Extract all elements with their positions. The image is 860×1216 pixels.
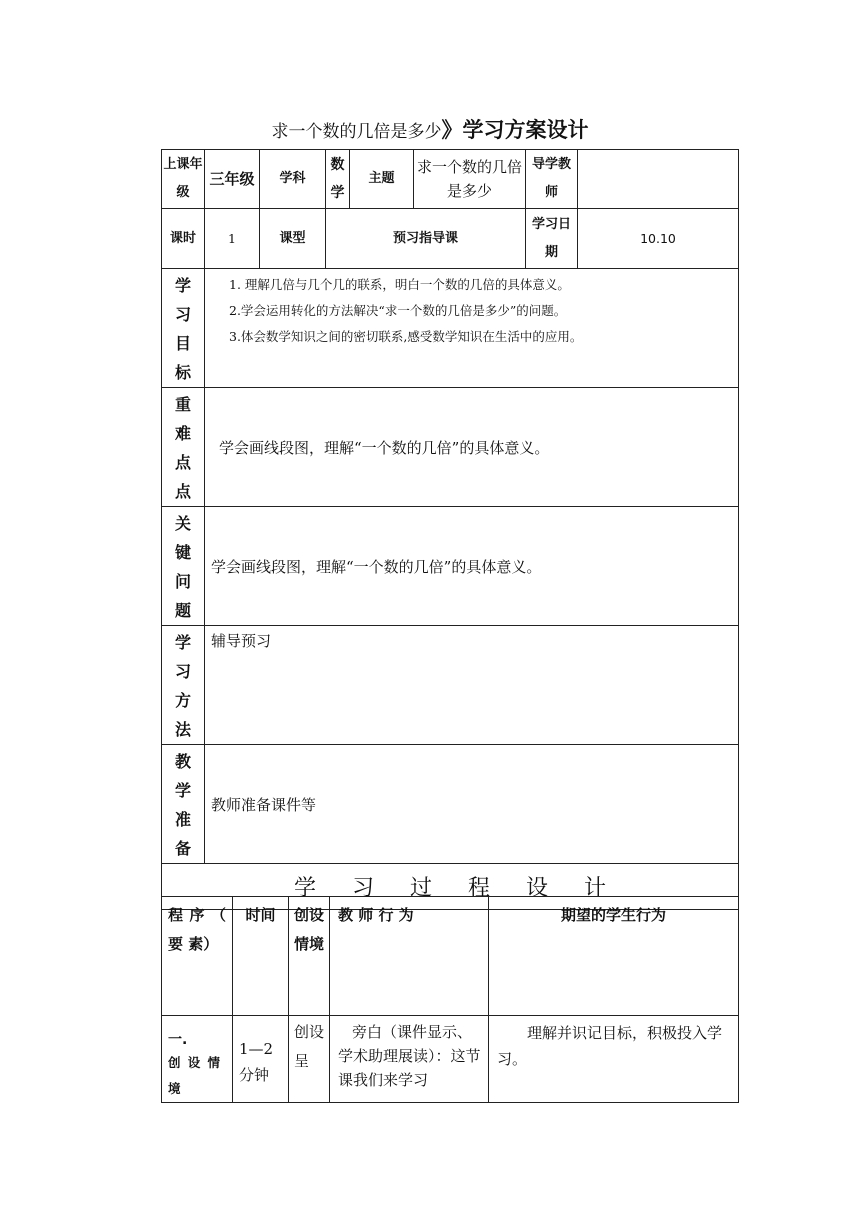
- date-label: 学习日期: [526, 209, 578, 269]
- key-questions-label: 关 键 问 题: [162, 507, 205, 626]
- subject-value: 数学: [326, 150, 350, 209]
- row1-student: 理解并识记目标，积极投入学习。: [489, 1016, 739, 1103]
- subject-label: 学科: [260, 150, 326, 209]
- process-heading: 学习过程设计: [162, 864, 739, 910]
- grade-label: 上课年级: [162, 150, 205, 209]
- preparation-label: 教 学 准 备: [162, 745, 205, 864]
- key-questions-text: 学会画线段图，理解“一个数的几倍”的具体意义。: [205, 507, 739, 626]
- title-suffix: 》学习方案设计: [441, 118, 589, 142]
- goal-item: 3.体会数学知识之间的密切联系,感受数学知识在生活中的应用。: [229, 329, 583, 344]
- goal-item: 1. 理解几倍与几个几的联系，明白一个数的几倍的具体意义。: [229, 277, 570, 292]
- teacher-value: [578, 150, 739, 209]
- teacher-label: 导学教师: [526, 150, 578, 209]
- row1-teacher: 旁白（课件显示、学术助理展读）：这节课我们来学习: [330, 1016, 489, 1103]
- goals-content: [205, 269, 739, 388]
- methods-text: 辅导预习: [205, 626, 739, 745]
- period-label: 课时: [162, 209, 205, 269]
- topic-value: 求一个数的几倍是多少: [414, 150, 526, 209]
- row1-time: 1—2分钟: [233, 1016, 289, 1103]
- type-value: 预习指导课: [326, 209, 526, 269]
- topic-label: 主题: [350, 150, 414, 209]
- grade-value: 三年级: [205, 150, 260, 209]
- process-table: [161, 896, 739, 1103]
- row1-step: 一. 创设情境: [162, 1016, 233, 1103]
- col-scene: 创设情境: [289, 897, 330, 1016]
- col-student: 期望的学生行为: [489, 897, 739, 1016]
- key-points-text: 学会画线段图，理解“一个数的几倍”的具体意义。: [205, 388, 739, 507]
- col-steps: 程 序 （ 要 素）: [162, 897, 233, 1016]
- document-title: [0, 114, 860, 144]
- type-label: 课型: [260, 209, 326, 269]
- lesson-plan-table: [161, 149, 739, 910]
- period-value: 1: [205, 209, 260, 269]
- methods-label: 学 习 方 法: [162, 626, 205, 745]
- key-points-label: 重 难 点 点: [162, 388, 205, 507]
- preparation-text: 教师准备课件等: [205, 745, 739, 864]
- col-teacher: 教 师 行 为: [330, 897, 489, 1016]
- goals-label: 学 习 目 标: [162, 269, 205, 388]
- row1-scene: 创设呈: [289, 1016, 330, 1103]
- goal-item: 2.学会运用转化的方法解决“求一个数的几倍是多少”的问题。: [229, 303, 567, 318]
- date-value: 10.10: [578, 209, 739, 269]
- col-time: 时间: [233, 897, 289, 1016]
- title-prefix: 求一个数的几倍是多少: [271, 122, 442, 142]
